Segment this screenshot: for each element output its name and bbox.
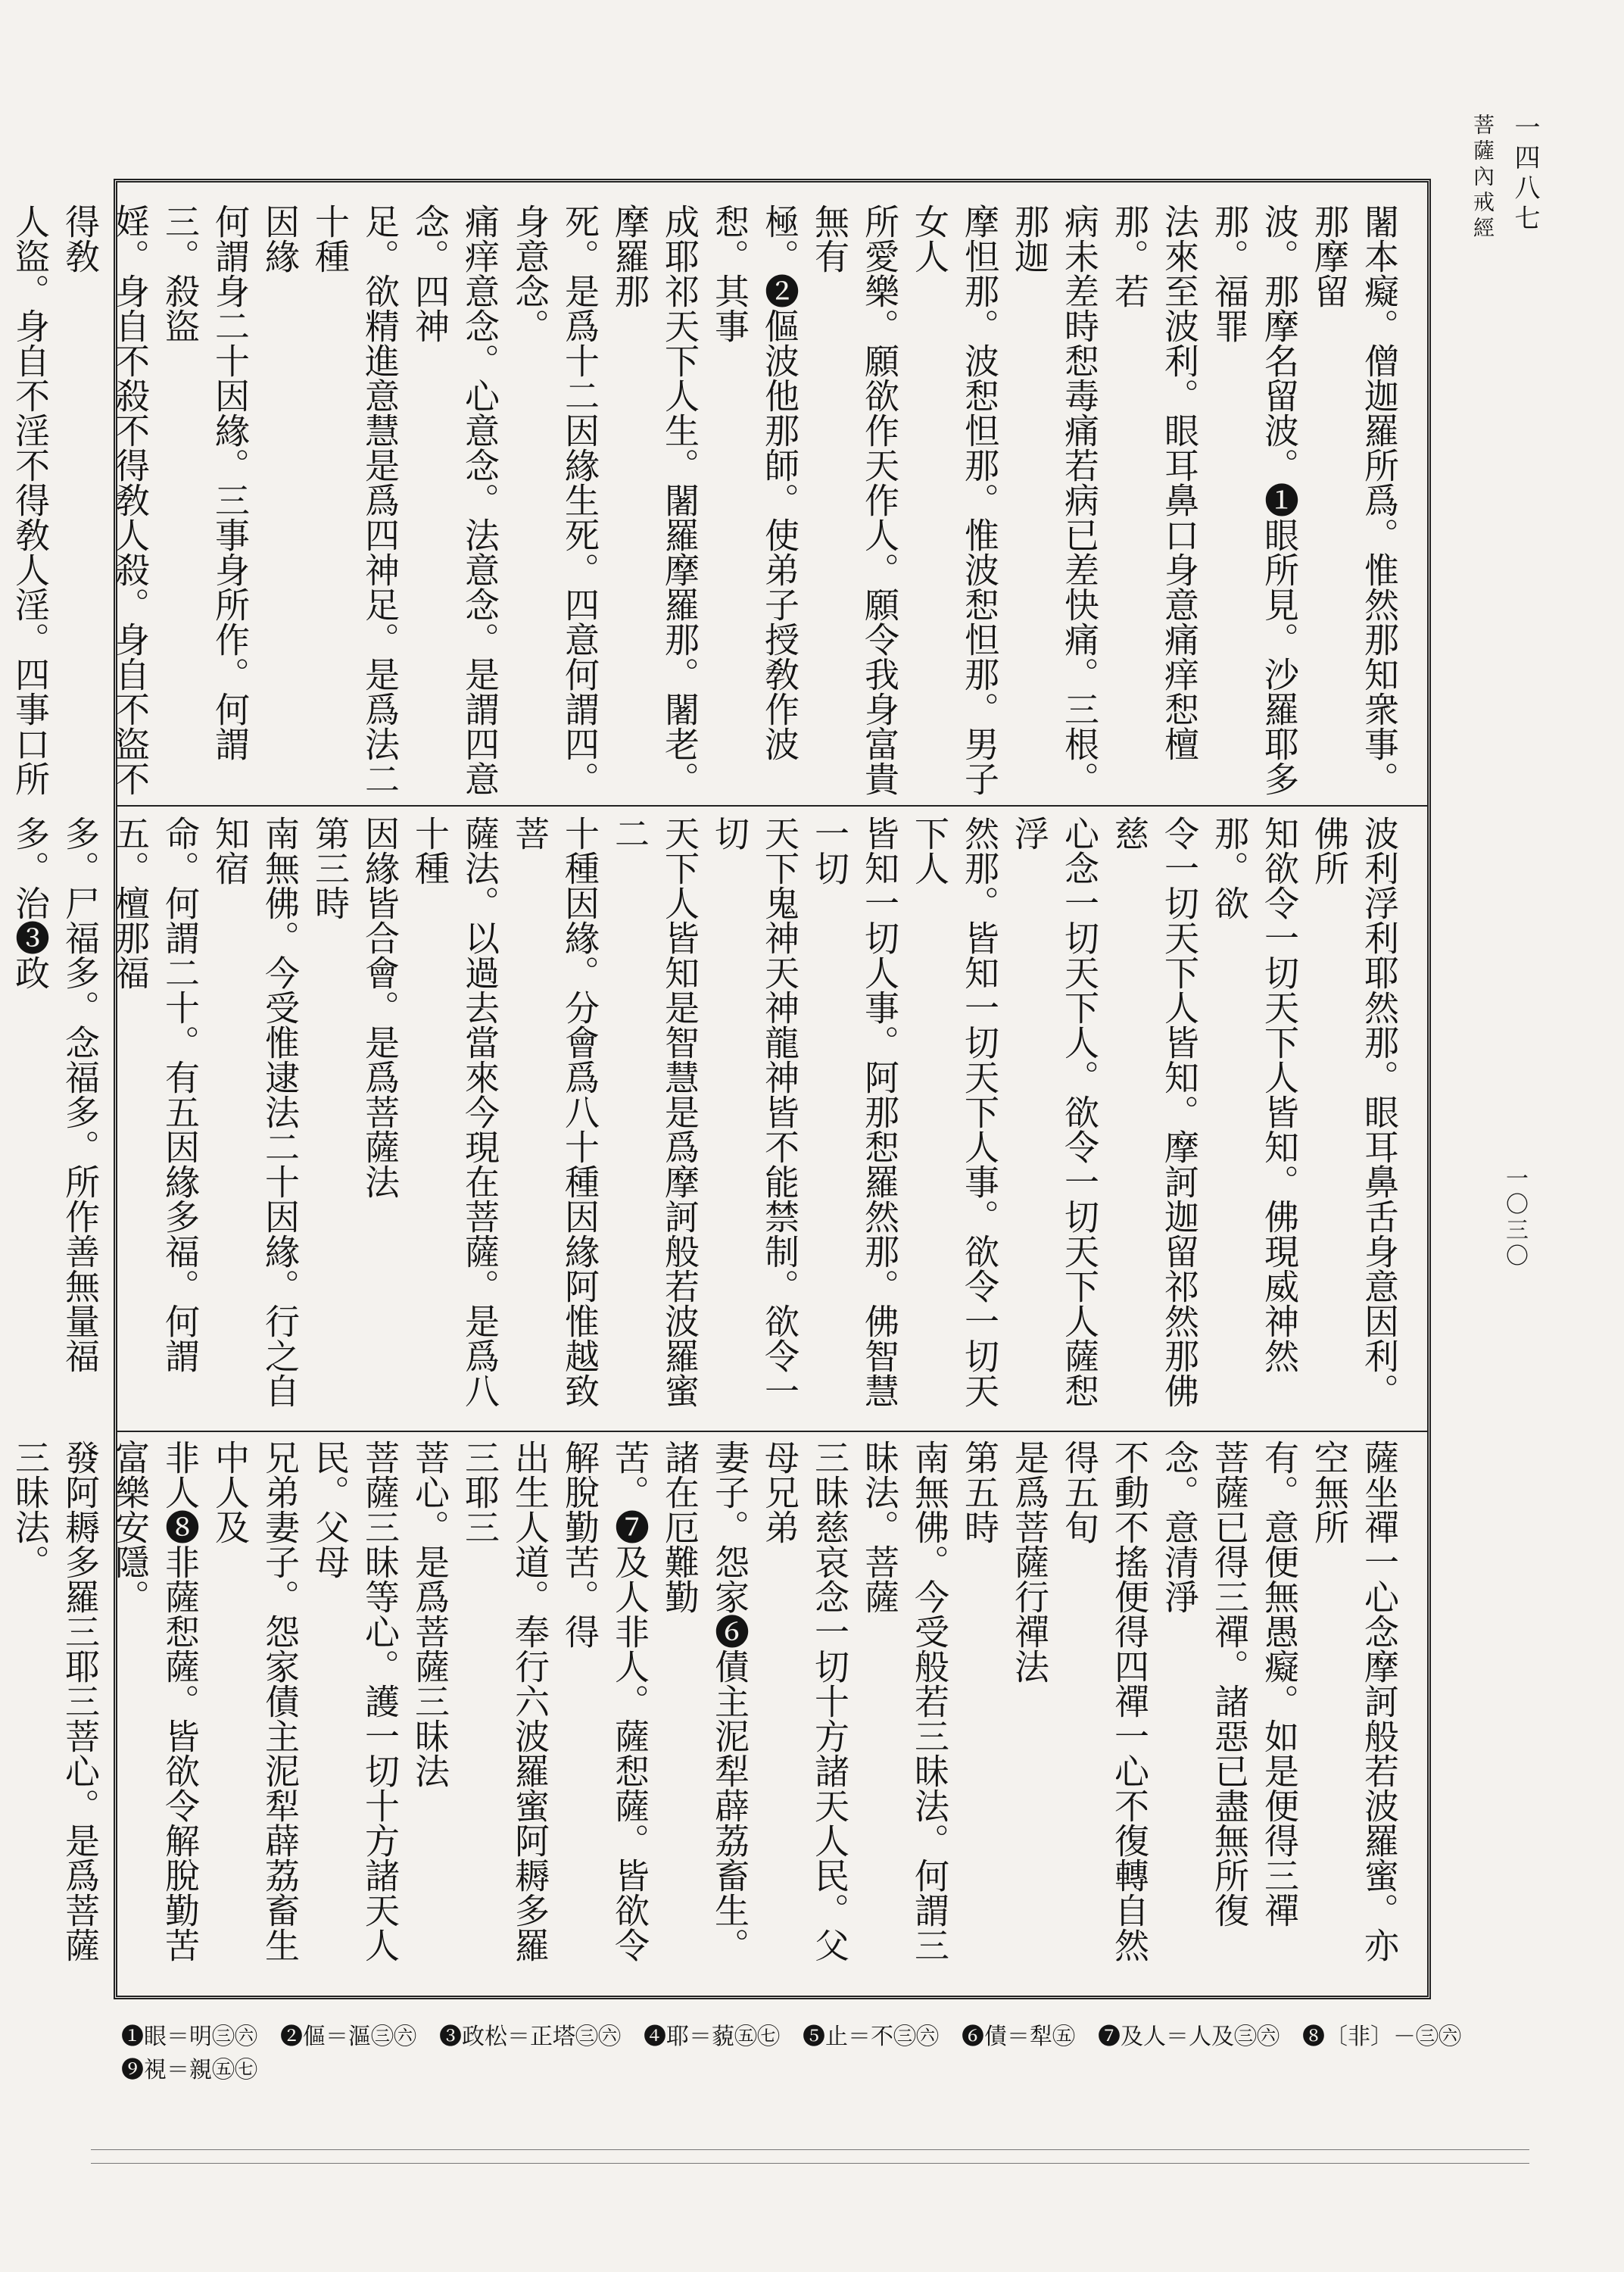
register-middle (10, 816, 1404, 1422)
footnotes (121, 2021, 1484, 2087)
text-column (0, 816, 5, 1422)
text-column: 令一切天下人皆知。摩訶迦留祁然那佛慈 (1109, 816, 1200, 1408)
register-bottom (10, 1440, 1404, 1983)
text-column: 出生人道。奉行六波羅蜜阿耨多羅三耶三 (460, 1440, 550, 1962)
text-column: 波利浮利耶然那。眼耳鼻舌身意因利。佛所 (1309, 816, 1400, 1408)
text-column: 痛痒意念。心意念。法意念。是謂四意念。四神 (410, 204, 500, 796)
text-column: 知欲令一切天下人皆知。佛現威神然那。欲 (1209, 816, 1300, 1373)
text-column: 因緣皆合會。是爲菩薩法 (360, 816, 401, 1199)
text-column: 死。是爲十二因緣生死。四意何謂四。身意念。 (510, 204, 600, 796)
text-column: 病未差時惒毒痛若病已差快痛。三根。那迦 (1009, 204, 1100, 796)
text-column: 皆知一切人事。阿那惒羅然那。佛智慧一切 (809, 816, 900, 1408)
text-column: 心念一切天下人。欲令一切天下人薩惒浮 (1009, 816, 1100, 1408)
text-column: 天下人皆知是智慧是爲摩訶般若波羅蜜二 (609, 816, 700, 1408)
text-column: 命。何謂二十。有五因緣多福。何謂五。檀那福 (110, 816, 201, 1373)
text-column: 三昧慈哀念一切十方諸天人民。父母兄弟 (759, 1440, 850, 1962)
text-column: 有。意便無愚癡。如是便得三禪 (1259, 1440, 1300, 1927)
text-column: 兄弟妻子。怨家債主泥犁薜荔畜生中人及 (210, 1440, 301, 1962)
text-column: 薩法。以過去當來今現在菩薩。是爲八十種 (410, 816, 500, 1408)
bottom-rule (91, 2163, 1529, 2164)
text-column: 第五時 (959, 1440, 1000, 1544)
text-column: 法來至波利。眼耳鼻口身意痛痒惒檀那。若 (1109, 204, 1200, 761)
text-column: 南無佛。今受般若三昧法。何謂三昧法。菩薩 (859, 1440, 950, 1962)
text-column: 成耶祁天下人生。闍羅摩羅那。闍老。摩羅那 (609, 204, 700, 796)
text-column: 婬。身自不殺不得敎人殺。身自不盜不得敎 (60, 204, 151, 796)
text-column: 妻子。怨家❻債主泥犁薜荔畜生。諸在厄難勤 (659, 1440, 750, 1962)
text-column: 第三時 (310, 816, 351, 920)
text-column: 天下鬼神天神龍神皆不能禁制。欲令一切 (709, 816, 800, 1408)
text-column: 足。欲精進意慧是爲四神足。是爲法二十種 (310, 204, 401, 796)
text-column: 極。❷傴波他那師。使弟子授敎作波惒。其事 (709, 204, 800, 761)
text-column: 波。那摩名留波。❶眼所見。沙羅耶多那。福罪 (1209, 204, 1300, 796)
text-column: 所愛樂。願欲作天作人。願令我身富貴無有 (809, 204, 900, 796)
footnote-text: ❶眼＝明㊂㊅ ❷傴＝漚㊂㊅ ❸政松＝正塔㊂㊅ ❹耶＝藐㊄㊆ ❺止＝不㊂㊅ ❻債＝犁㊄ ❼及人＝人及㊂㊅ ❽〔非〕－㊂㊅ ❾視＝親㊄㊆ (121, 2024, 1484, 2083)
register-top (10, 204, 1404, 797)
text-column: 是爲菩薩行禪法 (1009, 1440, 1050, 1684)
text-column: 闍本癡。僧迦羅所爲。惟然那知衆事。那摩留 (1309, 204, 1400, 796)
text-column: 人盜。身自不淫不得敎人淫。四事口所 (10, 204, 51, 796)
text-column: 菩心。是爲菩薩三昧法 (410, 1440, 450, 1788)
text-column: 發阿耨多羅三耶三菩心。是爲菩薩三昧法。 (10, 1440, 101, 1962)
text-column (0, 1440, 5, 1983)
text-column: 菩薩已得三禪。諸惡已盡無所復念。意清淨 (1159, 1440, 1250, 1927)
register-divider-2 (117, 1431, 1427, 1432)
bottom-rule (91, 2149, 1529, 2150)
text-column: 非人❽非薩惒薩。皆欲令解脫勤苦富樂安隱。 (110, 1440, 201, 1962)
text-column: 南無佛。今受惟逮法二十因緣。行之自知宿 (210, 816, 301, 1408)
text-column: 苦。❼及人非人。薩惒薩。皆欲令解脫勤苦。得 (560, 1440, 650, 1962)
text-column: 因緣 (260, 204, 301, 273)
text-column: 薩坐禪一心念摩訶般若波羅蜜。亦空無所 (1309, 1440, 1400, 1962)
text-column: 然那。皆知一切天下人事。欲令一切天下人 (909, 816, 1000, 1408)
register-divider-1 (117, 805, 1427, 807)
text-column: 不動不搖便得四禪一心不復轉自然得五旬 (1059, 1440, 1150, 1962)
text-column: 十種因緣。分會爲八十種因緣阿惟越致菩 (510, 816, 600, 1408)
text-column: 摩怛那。波惒怛那。惟波惒怛那。男子女人 (909, 204, 1000, 796)
sutra-title: 菩薩內戒經 (1470, 114, 1495, 242)
text-column: 何謂身二十因緣。三事身所作。何謂三。殺盜 (160, 204, 251, 761)
page-number: 一四八七 (1510, 114, 1540, 235)
text-column: 菩薩三昧等心。護一切十方諸天人民。父母 (310, 1440, 401, 1962)
text-column: 多。尸福多。念福多。所作善無量福多。治❸政 (10, 816, 101, 1373)
side-page-number: 一〇三〇 (1501, 1166, 1528, 1269)
text-frame (10, 179, 1431, 1999)
